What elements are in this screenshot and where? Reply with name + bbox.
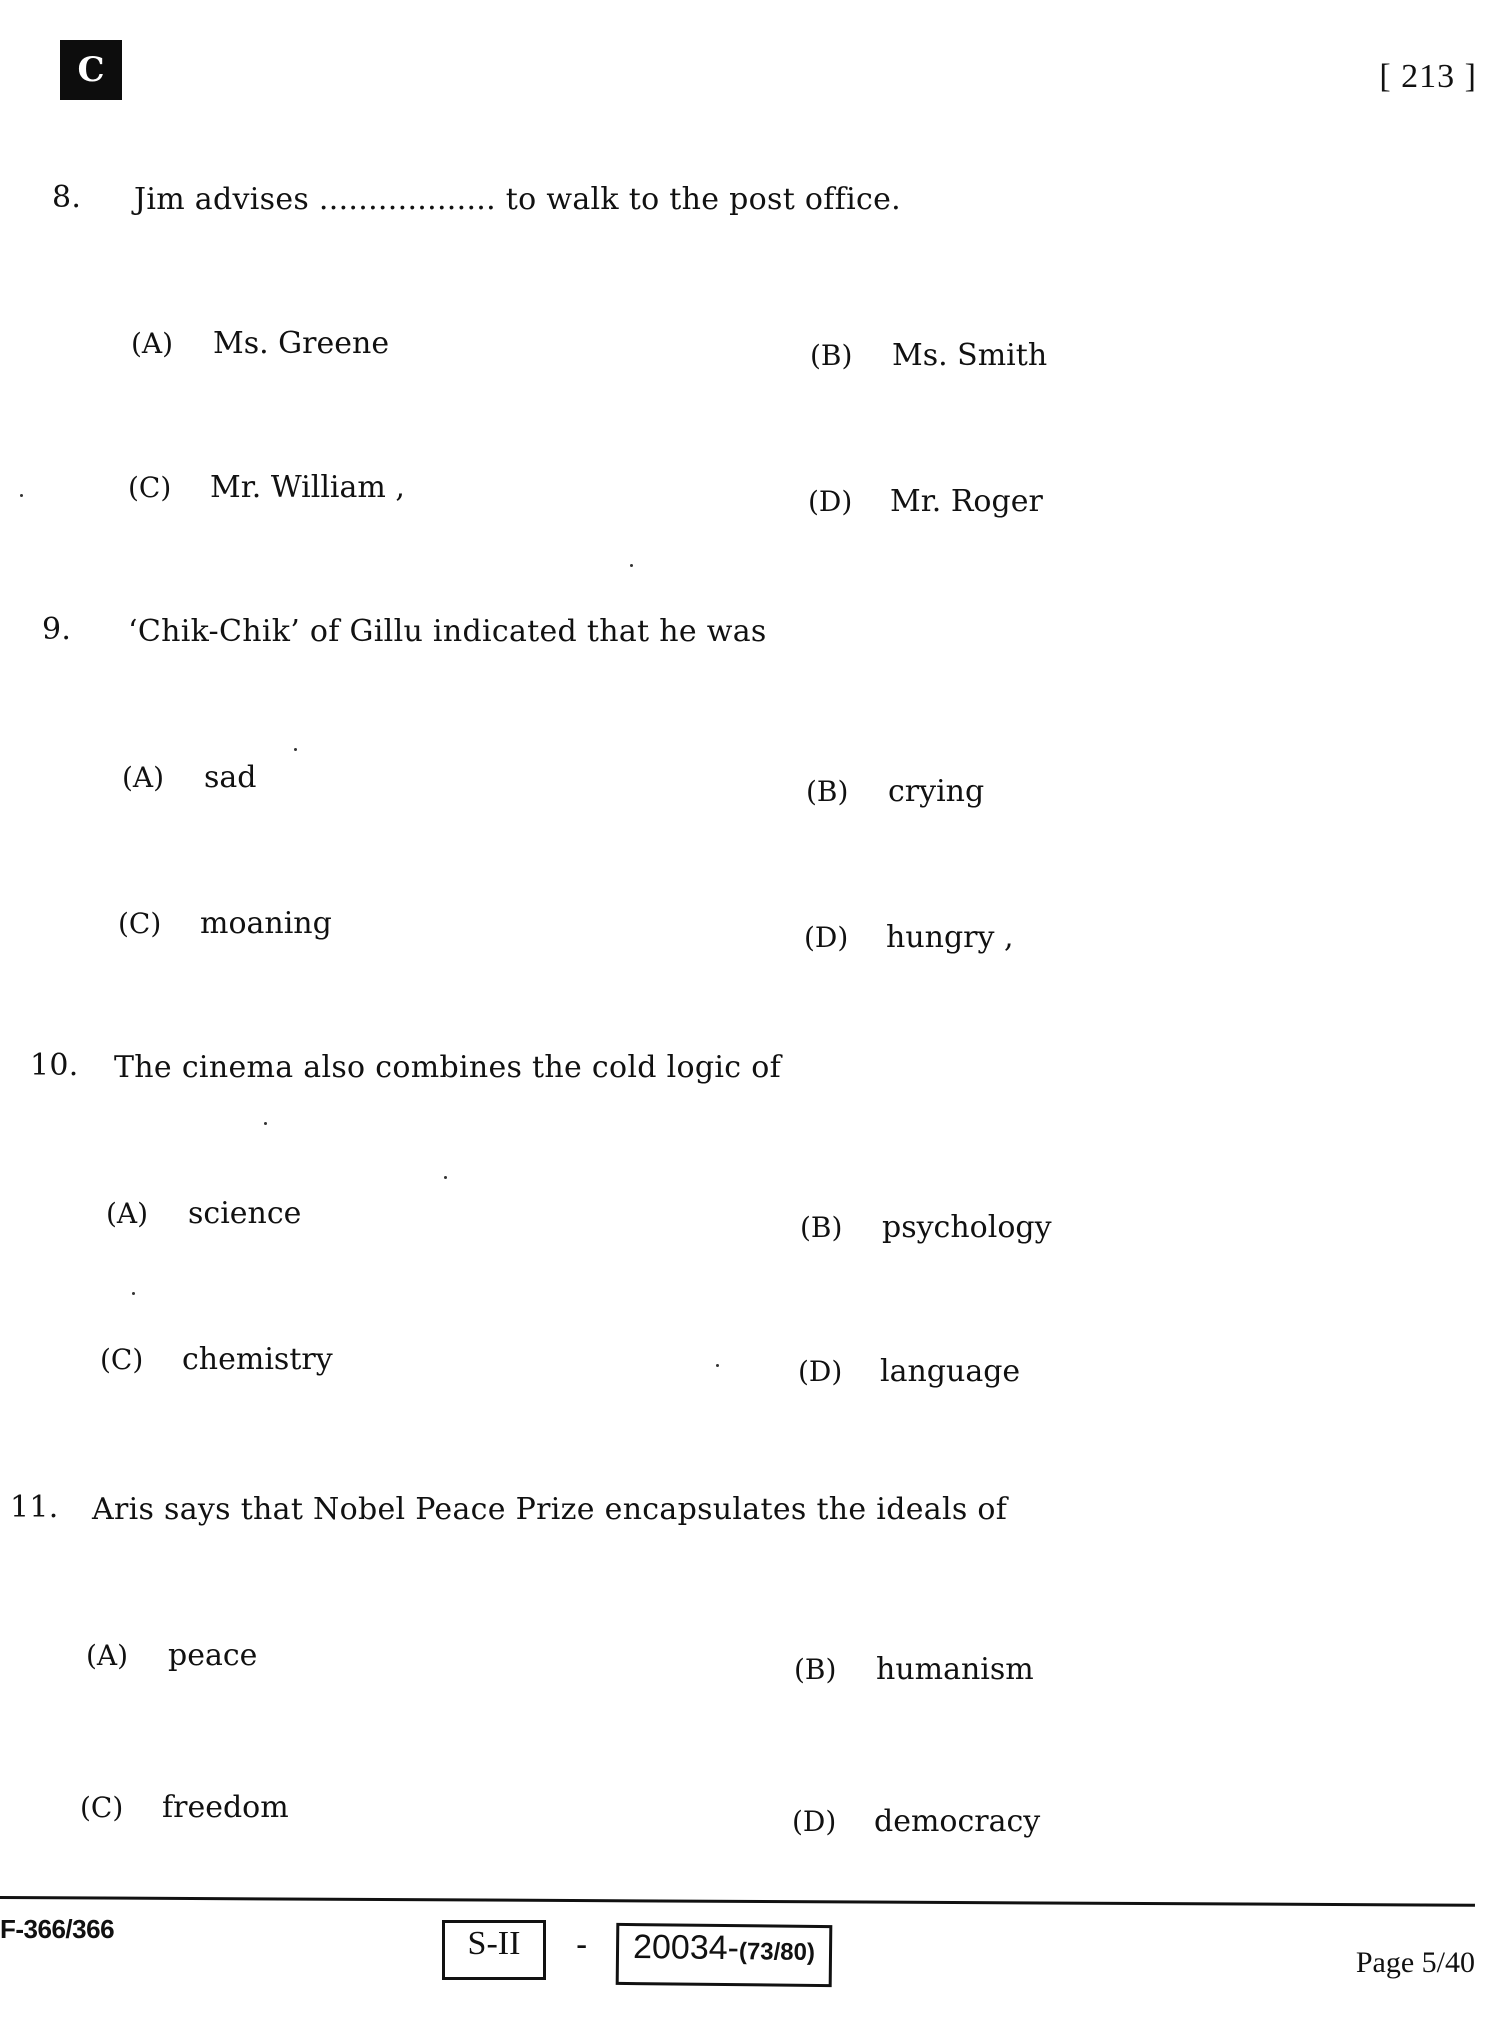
option-8c[interactable] [128, 470, 405, 505]
option-9a[interactable] [122, 760, 257, 795]
page-number: Page 5/40 [1355, 1946, 1475, 1979]
question-text: The cinema also combines the cold logic of [114, 1050, 781, 1085]
option-label: (D) [804, 921, 849, 954]
set-badge [60, 40, 122, 100]
option-9c[interactable] [118, 906, 332, 941]
question-text: Aris says that Nobel Peace Prize encapsulates the ideals of [92, 1492, 1008, 1527]
option-label: (A) [106, 1197, 149, 1230]
set-label: C [77, 50, 105, 90]
option-text: hungry , [886, 920, 1014, 955]
option-label: (D) [792, 1805, 837, 1838]
option-text: moaning [200, 906, 332, 941]
question-number: 10. [30, 1048, 79, 1083]
option-text: Ms. Smith [892, 338, 1048, 373]
paper-code: 20034- [632, 1928, 740, 1968]
footer-divider [0, 1896, 1475, 1907]
option-11d[interactable] [792, 1804, 1040, 1839]
footer-dash: - [576, 1926, 588, 1964]
scan-speck [294, 748, 297, 751]
option-label: (B) [794, 1653, 837, 1686]
option-text: psychology [882, 1210, 1052, 1245]
option-11b[interactable] [794, 1652, 1034, 1687]
option-10d[interactable] [798, 1354, 1020, 1389]
option-label: (A) [86, 1639, 129, 1672]
paper-subcode: (73/80) [738, 1938, 816, 1966]
option-label: (D) [808, 485, 853, 518]
option-11c[interactable] [80, 1790, 289, 1825]
option-text: sad [204, 760, 257, 795]
scan-speck [716, 1364, 719, 1367]
option-text: language [880, 1354, 1021, 1389]
option-label: (D) [798, 1355, 843, 1388]
question-text: ‘Chik-Chik’ of Gillu indicated that he was [128, 614, 767, 649]
option-text: science [188, 1196, 302, 1231]
question-number: 9. [42, 612, 72, 647]
scan-speck [630, 564, 633, 567]
scan-speck [444, 1176, 447, 1179]
option-9d[interactable] [804, 920, 1014, 955]
option-10b[interactable] [800, 1210, 1052, 1245]
option-label: (A) [122, 761, 165, 794]
option-label: (C) [118, 907, 162, 940]
option-8a[interactable] [131, 326, 389, 361]
scan-speck [264, 1122, 267, 1125]
option-text: Mr. Roger [890, 484, 1043, 519]
option-11a[interactable] [86, 1638, 257, 1673]
option-text: Mr. William , [210, 470, 405, 505]
option-9b[interactable] [806, 774, 984, 809]
option-text: Ms. Greene [213, 326, 390, 361]
page-code: [ 213 ] [1379, 58, 1477, 95]
option-text: crying [888, 774, 985, 809]
option-text: democracy [874, 1804, 1041, 1839]
option-10c[interactable] [100, 1342, 333, 1377]
option-text: freedom [162, 1790, 289, 1825]
option-text: peace [168, 1638, 258, 1673]
option-label: (B) [800, 1211, 843, 1244]
footer-code: F-366/366 [0, 1914, 115, 1944]
option-8b[interactable] [810, 338, 1047, 373]
option-10a[interactable] [106, 1196, 301, 1231]
option-label: (A) [131, 327, 174, 360]
option-label: (B) [806, 775, 849, 808]
series-label: S-II [467, 1925, 521, 1962]
paper-code-box [616, 1923, 833, 1987]
series-box [442, 1920, 546, 1980]
option-text: chemistry [182, 1342, 333, 1377]
option-8d[interactable] [808, 484, 1043, 519]
option-label: (C) [128, 471, 172, 504]
option-text: humanism [876, 1652, 1034, 1687]
question-number: 8. [52, 180, 82, 215]
option-label: (C) [100, 1343, 144, 1376]
scan-speck [20, 494, 23, 497]
scan-speck [132, 1292, 135, 1295]
option-label: (C) [80, 1791, 124, 1824]
option-label: (B) [810, 339, 853, 372]
question-number: 11. [10, 1490, 59, 1525]
question-text: Jim advises .................. to walk to the post office. [134, 182, 901, 217]
